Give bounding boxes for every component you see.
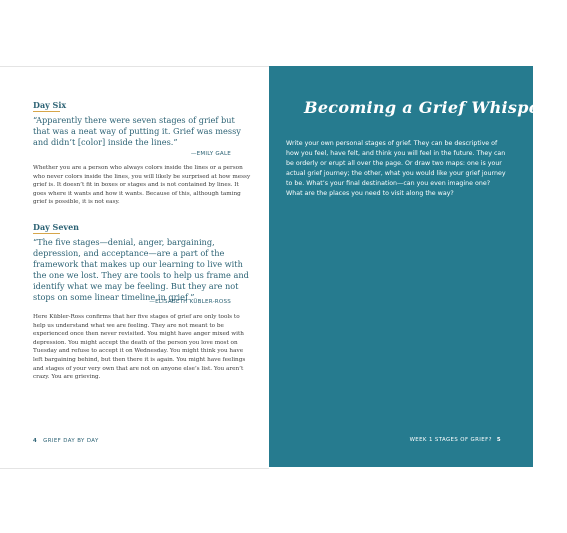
day-seven-rule xyxy=(33,233,60,234)
day-seven-attribution: —ELISABETH KÜBLER-ROSS xyxy=(149,299,231,305)
left-page-number: 4 xyxy=(33,438,38,444)
day-seven-body: Here Kübler-Ross confirms that her five stages of grief are only tools to help us understand what we are feeling. They are not meant to be experienced once then never revisited. You might have anger mixed with depression. You might accept the death of the person you love most on Tuesday and refuse to accept it on Wednesday. You might think you have left bargaining behind, but then there it is again. You might have feelings and stages of your very own that are not on anyone else’s list. You aren’t crazy. You are grieving. xyxy=(33,314,246,381)
book-spread xyxy=(0,66,567,467)
left-running-head: GRIEF DAY BY DAY xyxy=(43,438,99,444)
writing-prompt: Write your own personal stages of grief. They can be descriptive of how you feel, have felt, and think you will feel in the future. They can be orderly or erupt all over the page. Or draw two maps: one is your actual grief journey; the other, what you would like your grief journey to be. What’s your final destination—can you even imagine one? What are the places you need to visit along the way? xyxy=(286,140,506,197)
day-six-attribution: —EMILY GALE xyxy=(190,151,231,157)
day-seven-heading: Day Seven xyxy=(33,222,79,232)
day-six-rule xyxy=(33,111,60,112)
day-seven-quote: “The five stages—denial, anger, bargaining, depression, and acceptance—are a part of the framework that makes up our learning to live with the one we lost. They are tools to help us frame and identify what we may be feeling. But they are not stops on some linear timeline in grief.” xyxy=(33,237,249,302)
page-title: Becoming a Grief Whisperer xyxy=(304,98,567,117)
day-six-quote: “Apparently there were seven stages of grief but that was a neat way of putting it. Grief was messy and didn’t [color] inside the lines.” xyxy=(33,115,241,147)
left-page xyxy=(0,66,269,469)
left-footer xyxy=(33,438,99,444)
right-footer xyxy=(410,437,501,443)
right-page-number: 5 xyxy=(496,437,501,443)
day-six-body: Whether you are a person who always colors inside the lines or a person who never colors inside the lines, you will likely be surprised at how messy grief is. It doesn’t fit in boxes or stages and is not contained by lines. It goes where it wants and how it wants. Because of this, although taming grief is possible, it is not easy. xyxy=(33,165,251,206)
right-page xyxy=(269,66,567,467)
right-running-head: WEEK 1 STAGES OF GRIEF? xyxy=(409,437,492,443)
day-six-heading: Day Six xyxy=(33,100,67,110)
